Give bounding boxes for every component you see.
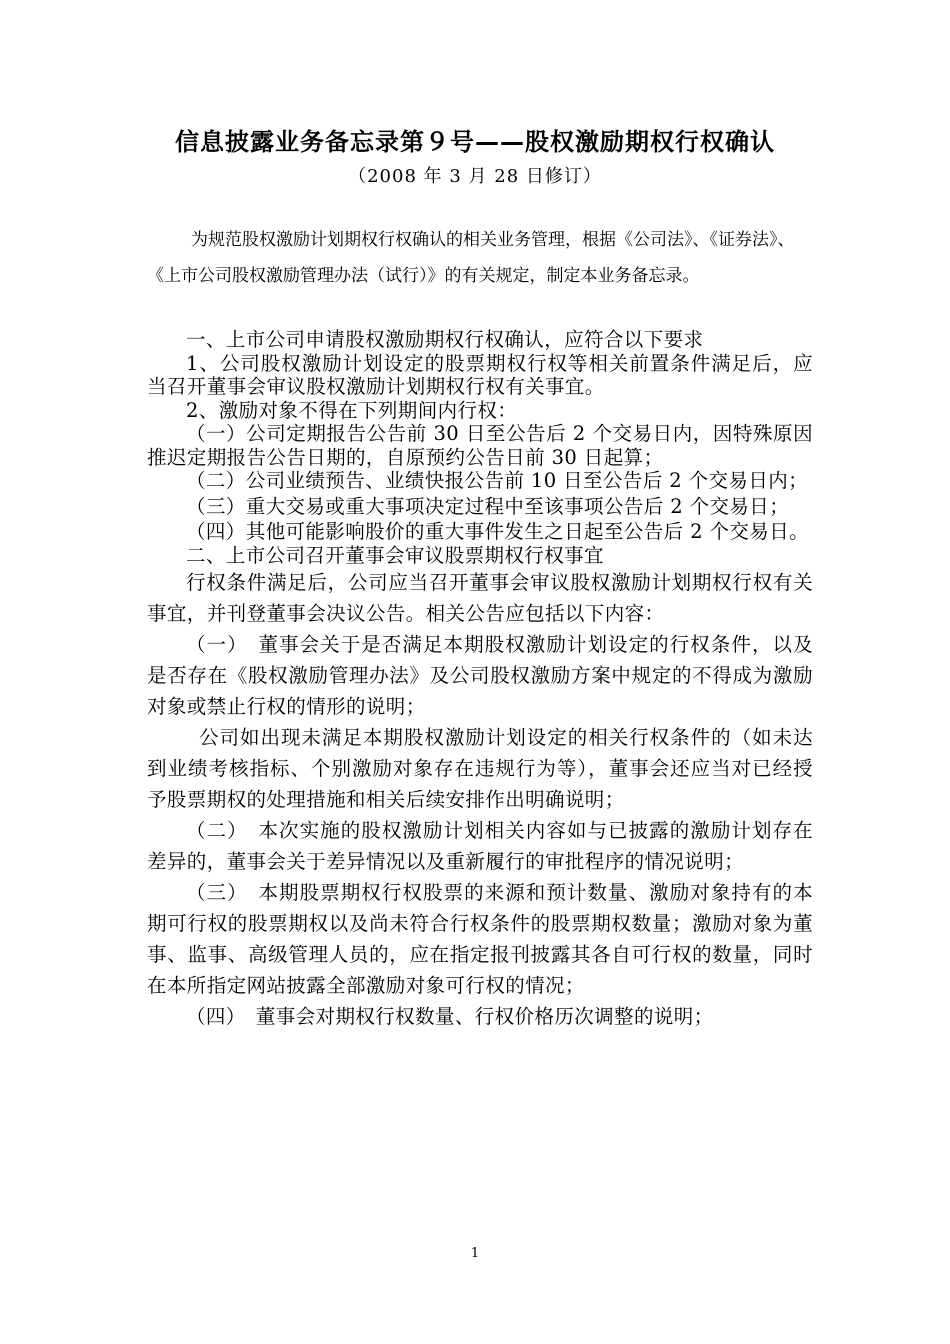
section-heading: 二、上市公司召开董事会审议股票期权行权事宜: [186, 543, 604, 567]
document-body: [147, 328, 813, 1032]
section-heading: 一、上市公司申请股权激励期权行权确认，应符合以下要求: [186, 328, 704, 351]
page-number: 1: [470, 1246, 480, 1261]
paragraph: 行权条件满足后，公司应当召开董事会审议股权激励计划期权行权有关事宜，并刊登董事会决议公告。相关公告应包括以下内容：: [147, 571, 813, 625]
intro-paragraph: [147, 222, 807, 294]
document-title: 信息披露业务备忘录第９号——股权激励期权行权确认: [175, 128, 775, 156]
list-item: （四）其他可能影响股价的重大事件发生之日起至公告后 2 个交易日。: [186, 520, 810, 543]
list-item: （四） 董事会对期权行权数量、行权价格历次调整的说明；: [186, 1005, 714, 1028]
list-item: （一）公司定期报告公告前 30 日至公告后 2 个交易日内，因特殊原因推迟定期报告公告日期的，自原预约公告日前 30 日起算；: [147, 422, 813, 469]
list-item: （一） 董事会关于是否满足本期股权激励计划设定的行权条件，以及是否存在《股权激励管理办法》及公司股权激励方案中规定的不得成为激励对象或禁止行权的情形的说明；: [147, 633, 813, 718]
paragraph: 公司如出现未满足本期股权激励计划设定的相关行权条件的（如未达到业绩考核指标、个别激励对象存在违规行为等），董事会还应当对已经授予股票期权的处理措施和相关后续安排作出明确说明；: [147, 726, 813, 811]
list-item: （三） 本期股票期权行权股票的来源和预计数量、激励对象持有的本期可行权的股票期权以及尚未符合行权条件的股票期权数量；激励对象为董事、监事、高级管理人员的，应在指定报刊披露其各自可行权的数量，同时在本所指定网站披露全部激励对象可行权的情况；: [147, 881, 813, 997]
list-item: （二） 本次实施的股权激励计划相关内容如与已披露的激励计划存在差异的，董事会关于差异情况以及重新履行的审批程序的情况说明；: [147, 819, 813, 873]
intro-text: 为规范股权激励计划期权行权确认的相关业务管理，根据《公司法》、《证券法》、《上市公司股权激励管理办法（试行）》的有关规定，制定本业务备忘录。: [147, 230, 795, 286]
paragraph: 1、公司股权激励计划设定的股票期权行权等相关前置条件满足后，应当召开董事会审议股权激励计划期权行权有关事宜。: [147, 351, 813, 398]
document-subtitle: （2008 年 3 月 28 日修订）: [348, 166, 602, 187]
list-item: （三）重大交易或重大事项决定过程中至该事项公告后 2 个交易日；: [186, 494, 790, 518]
paragraph: 2、激励对象不得在下列期间内行权：: [186, 398, 518, 422]
list-item: （二）公司业绩预告、业绩快报公告前 10 日至公告后 2 个交易日内；: [186, 469, 809, 492]
